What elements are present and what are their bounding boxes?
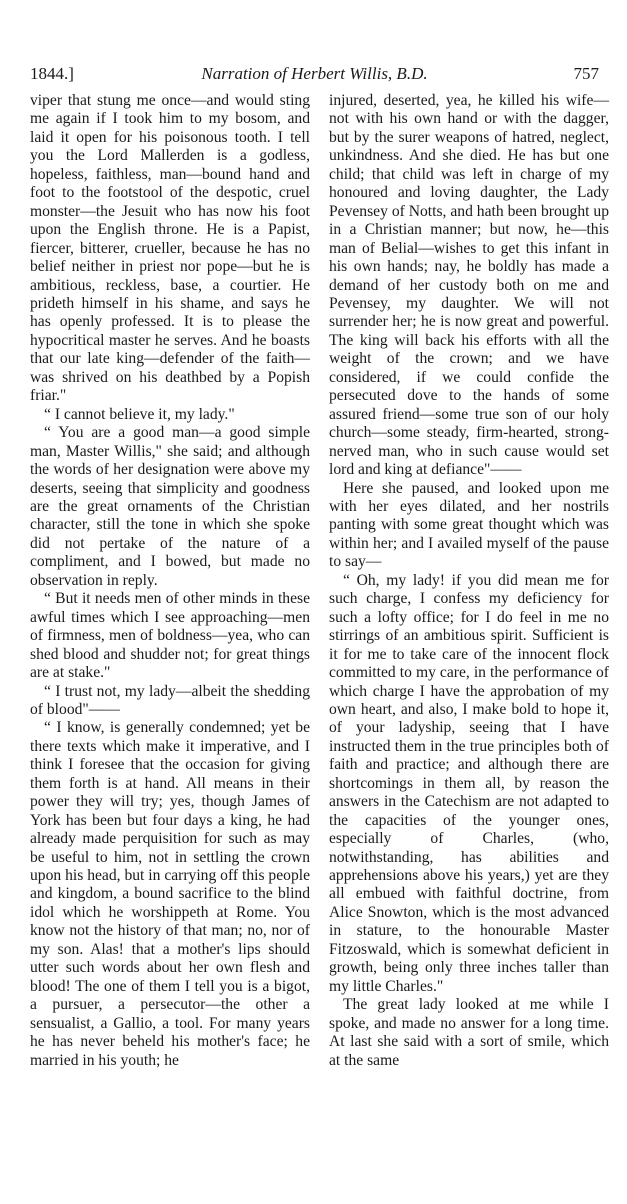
paragraph: “ But it needs men of other minds in these awful times which I see approaching—men of firmness, men of boldness—yea, who can shed blood and shudder not; for great things are at stake." — [30, 590, 310, 682]
right-column — [329, 92, 609, 1070]
paragraph: The great lady looked at me while I spoke, and made no answer for a long time. At last she said with a sort of smile, which at the same — [329, 996, 609, 1069]
paragraph: “ You are a good man—a good simple man, Master Willis," she said; and although the words of her designation were above my deserts, seeing that simplicity and goodness are the great ornaments of the Christian character, still the tone in which she spoke did not pertake of the nature of a compliment, and I bowed, but made no observation in reply. — [30, 424, 310, 589]
paragraph: “ Oh, my lady! if you did mean me for such charge, I confess my deficiency for such a lofty office; for I do feel in me no stirrings of an ambitious spirit. Sufficient is it for me to take care of the innocent flock committed to my care, in the performance of which charge I have the approbation of my own heart, and also, I make bold to hope it, of your ladyship, seeing that I have instructed them in the true principles both of faith and practice; and although there are shortcomings in them all, by reason the answers in the Catechism are not adapted to the capacities of the younger ones, especially of Charles, (who, notwithstanding, has abilities and apprehensions above his years,) yet are they all embued with faithful doctrine, from Alice Snowton, which is the most advanced in stature, to the honourable Master Fitzoswald, which is somewhat deficient in growth, being only three inches taller than my little Charles." — [329, 571, 609, 995]
paragraph: viper that stung me once—and would sting me again if I took him to my bosom, and laid it open for his poisonous tooth. I tell you the Lord Mallerden is a godless, hopeless, faithless, man—bound hand and foot to the footstool of the despotic, cruel monster—the Jesuit who has now his foot upon the English throne. He is a Papist, fiercer, bitterer, crueller, because he has no belief neither in priest nor pope—but he is ambitious, reckless, base, a courtier. He prideth himself in his shame, and says he has openly professed. It is to please the hypocritical master he serves. And he boasts that our late king—defender of the faith—was shrived on his deathbed by a Popish friar." — [30, 92, 310, 405]
paragraph: Here she paused, and looked upon me with her eyes dilated, and her nostrils panting with some great thought which was within her; and I availed myself of the pause to say— — [329, 479, 609, 571]
paragraph: “ I know, is generally condemned; yet be there texts which make it imperative, and I think I foresee that the occasion for giving them forth is at hand. All means in their power they will try; yes, though James of York has been but four days a king, he had already made perquisition for such as may be useful to him, not in settling the crown upon his head, but in carrying off this people and kingdom, a bound sacrifice to the blind idol which he worshippeth at Rome. You know not the history of that man; no, nor of my son. Alas! that a mother's lips should utter such words about her own flesh and blood! The one of them I tell you is a bigot, a pursuer, a persecutor—the other a sensualist, a Gallio, a tool. For many years he has never beheld his mother's face; he married in his youth; he — [30, 719, 310, 1069]
left-column — [30, 92, 310, 1070]
paragraph: “ I trust not, my lady—albeit the shedding of blood"—— — [30, 682, 310, 718]
paragraph: “ I cannot believe it, my lady." — [44, 405, 235, 423]
running-title: Narration of Herbert Willis, B.D. — [201, 64, 428, 83]
page-number: 757 — [573, 64, 599, 83]
running-header — [30, 64, 599, 88]
header-year: 1844.] — [30, 64, 74, 83]
paragraph: injured, deserted, yea, he killed his wife—not with his own hand or with the dagger, but by the surer weapons of hatred, neglect, unkindness. And she died. He has but one child; that child was left in charge of my honoured and loving daughter, the Lady Pevensey of Notts, and hath been brought up in a Christian manner; but now, he—this man of Belial—wishes to get this infant in his own hands; nay, he boldly has made a demand of her custody both on me and Pevensey, my daughter. We will not surrender her; he is now great and powerful. The king will back his efforts with all the weight of the crown; and we have considered, if we could confide the persecuted dove to the hands of some assured friend—some true son of our holy church—some steady, firm-hearted, strong-nerved man, who in such cause would set lord and king at defiance"—— — [329, 92, 609, 479]
